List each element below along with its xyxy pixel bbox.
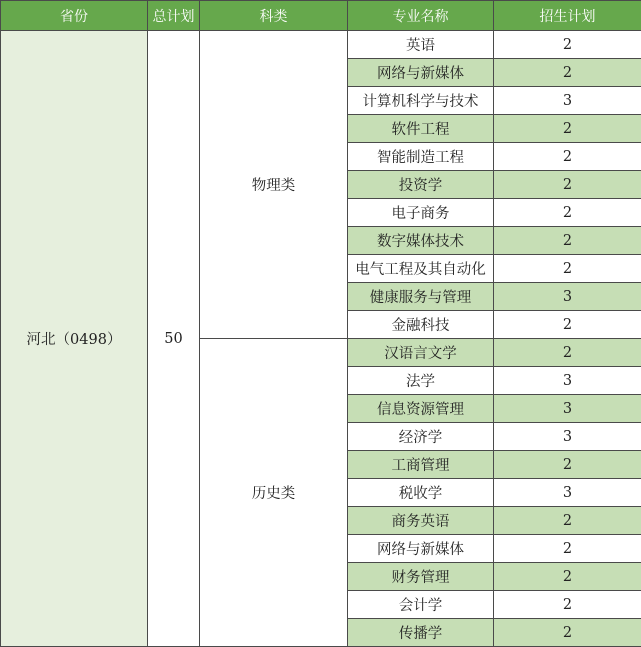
plan-count-cell: 2 <box>494 563 641 591</box>
major-name-cell: 财务管理 <box>348 563 494 591</box>
plan-count-cell: 3 <box>494 395 641 423</box>
plan-count-cell: 3 <box>494 367 641 395</box>
major-name-cell: 电气工程及其自动化 <box>348 255 494 283</box>
plan-count-cell: 2 <box>494 507 641 535</box>
plan-count-cell: 2 <box>494 451 641 479</box>
major-name-cell: 网络与新媒体 <box>348 535 494 563</box>
header-category: 科类 <box>200 1 348 31</box>
header-total: 总计划 <box>148 1 200 31</box>
major-name-cell: 商务英语 <box>348 507 494 535</box>
major-name-cell: 数字媒体技术 <box>348 227 494 255</box>
table-body <box>1 31 641 647</box>
major-name-cell: 网络与新媒体 <box>348 59 494 87</box>
header-row <box>1 1 641 31</box>
major-name-cell: 英语 <box>348 31 494 59</box>
plan-count-cell: 3 <box>494 87 641 115</box>
plan-count-cell: 2 <box>494 115 641 143</box>
major-name-cell: 投资学 <box>348 171 494 199</box>
plan-count-cell: 2 <box>494 591 641 619</box>
province-cell: 河北（0498） <box>1 31 148 647</box>
table-row <box>1 31 641 59</box>
major-name-cell: 智能制造工程 <box>348 143 494 171</box>
major-name-cell: 工商管理 <box>348 451 494 479</box>
major-name-cell: 金融科技 <box>348 311 494 339</box>
plan-count-cell: 3 <box>494 423 641 451</box>
major-name-cell: 汉语言文学 <box>348 339 494 367</box>
plan-count-cell: 3 <box>494 479 641 507</box>
plan-count-cell: 2 <box>494 535 641 563</box>
plan-count-cell: 2 <box>494 171 641 199</box>
header-count: 招生计划 <box>494 1 641 31</box>
plan-count-cell: 3 <box>494 283 641 311</box>
plan-count-cell: 2 <box>494 619 641 647</box>
major-name-cell: 电子商务 <box>348 199 494 227</box>
header-major: 专业名称 <box>348 1 494 31</box>
plan-count-cell: 2 <box>494 143 641 171</box>
major-name-cell: 计算机科学与技术 <box>348 87 494 115</box>
major-name-cell: 法学 <box>348 367 494 395</box>
major-name-cell: 健康服务与管理 <box>348 283 494 311</box>
plan-count-cell: 2 <box>494 59 641 87</box>
major-name-cell: 软件工程 <box>348 115 494 143</box>
header-province: 省份 <box>1 1 148 31</box>
major-name-cell: 信息资源管理 <box>348 395 494 423</box>
plan-count-cell: 2 <box>494 311 641 339</box>
major-name-cell: 税收学 <box>348 479 494 507</box>
major-name-cell: 经济学 <box>348 423 494 451</box>
plan-count-cell: 2 <box>494 199 641 227</box>
plan-count-cell: 2 <box>494 227 641 255</box>
major-name-cell: 会计学 <box>348 591 494 619</box>
major-name-cell: 传播学 <box>348 619 494 647</box>
plan-count-cell: 2 <box>494 31 641 59</box>
category-cell: 物理类 <box>200 31 348 339</box>
plan-count-cell: 2 <box>494 255 641 283</box>
category-cell: 历史类 <box>200 339 348 647</box>
plan-count-cell: 2 <box>494 339 641 367</box>
total-plan-cell: 50 <box>148 31 200 647</box>
